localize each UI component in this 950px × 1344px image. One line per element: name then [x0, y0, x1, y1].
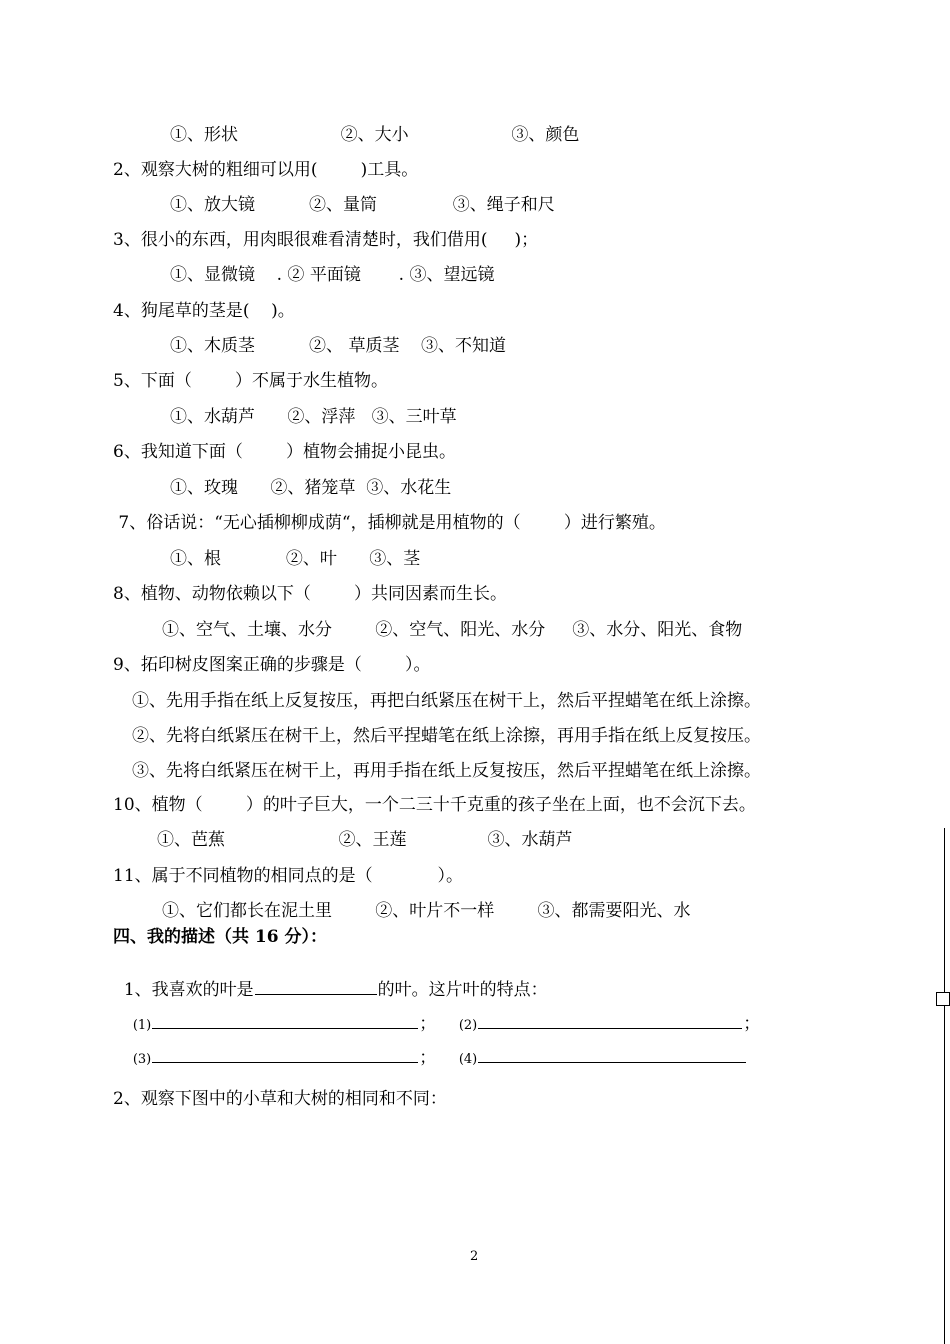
question-8-options: ①、空气、土壤、水分 ②、空气、阳光、水分 ③、水分、阳光、食物 — [162, 620, 743, 640]
question-6-options: ①、玫瑰 ②、猪笼草 ③、水花生 — [170, 478, 452, 498]
feature-blank-3[interactable] — [152, 1048, 418, 1063]
feature-line-3 — [122, 1031, 436, 1067]
feature-line-1 — [122, 997, 436, 1033]
question-9-option-1: ①、先用手指在纸上反复按压，再把白纸紧压在树干上，然后平捏蜡笔在纸上涂擦。 — [132, 691, 761, 711]
leaf-name-blank[interactable] — [255, 980, 377, 995]
question-5-options: ①、水葫芦 ②、浮萍 ③、三叶草 — [170, 407, 457, 427]
margin-box-icon — [936, 992, 950, 1006]
feature-label-1: (1) — [132, 1018, 152, 1033]
question-7-options: ①、根 ②、叶 ③、茎 — [170, 549, 421, 569]
section-4-title: 四、我的描述（共 16 分）： — [113, 927, 327, 947]
question-9: 9、拓印树皮图案正确的步骤是（ ）。 — [113, 655, 431, 675]
question-2-options: ①、放大镜 ②、量筒 ③、绳子和尺 — [170, 195, 555, 215]
page-number: 2 — [470, 1249, 479, 1264]
feature-line-2 — [448, 997, 760, 1033]
question-3: 3、很小的东西，用肉眼很难看清楚时，我们借用( )； — [113, 230, 539, 250]
question-2: 2、观察大树的粗细可以用( )工具。 — [113, 160, 419, 180]
semicolon-1: ； — [419, 1014, 437, 1034]
semicolon-3: ； — [419, 1048, 437, 1068]
question-8: 8、植物、动物依赖以下（ ）共同因素而生长。 — [113, 584, 508, 604]
question-9-option-3: ③、先将白纸紧压在树干上，再用手指在纸上反复按压，然后平捏蜡笔在纸上涂擦。 — [132, 761, 761, 781]
question-10-options: ①、芭蕉 ②、王莲 ③、水葫芦 — [157, 830, 573, 850]
item-1-prefix: 1、我喜欢的叶是 — [123, 980, 254, 1000]
question-6: 6、我知道下面（ ）植物会捕捉小昆虫。 — [113, 442, 457, 462]
question-11-options: ①、它们都长在泥土里 ②、叶片不一样 ③、都需要阳光、水 — [162, 901, 691, 921]
question-4-options: ①、木质茎 ②、 草质茎 ③、不知道 — [170, 336, 507, 356]
feature-blank-1[interactable] — [152, 1014, 418, 1029]
q1-options: ①、形状 ②、大小 ③、颜色 — [170, 125, 580, 145]
feature-line-4 — [448, 1031, 747, 1067]
feature-label-3: (3) — [132, 1052, 152, 1067]
margin-rule — [944, 828, 945, 1344]
question-5: 5、下面（ ）不属于水生植物。 — [113, 371, 389, 391]
question-9-option-2: ②、先将白纸紧压在树干上，然后平捏蜡笔在纸上涂擦，再用手指在纸上反复按压。 — [132, 726, 761, 746]
feature-label-4: (4) — [458, 1052, 478, 1067]
feature-blank-2[interactable] — [478, 1014, 742, 1029]
question-4: 4、狗尾草的茎是( )。 — [113, 301, 295, 321]
item-1-suffix: 的叶。这片叶的特点： — [377, 980, 548, 1000]
question-3-options: ①、显微镜 . ② 平面镜 . ③、望远镜 — [170, 265, 495, 285]
description-item-2: 2、观察下图中的小草和大树的相同和不同： — [113, 1089, 447, 1109]
feature-label-2: (2) — [458, 1018, 478, 1033]
question-10: 10、植物（ ）的叶子巨大，一个二三十千克重的孩子坐在上面，也不会沉下去。 — [113, 795, 756, 815]
question-7: 7、俗话说：“无心插柳柳成荫“，插柳就是用植物的（ ）进行繁殖。 — [113, 513, 666, 533]
question-11: 11、属于不同植物的相同点的是（ ）。 — [113, 866, 463, 886]
description-item-1 — [113, 963, 548, 999]
semicolon-2: ； — [743, 1014, 761, 1034]
feature-blank-4[interactable] — [478, 1048, 746, 1063]
